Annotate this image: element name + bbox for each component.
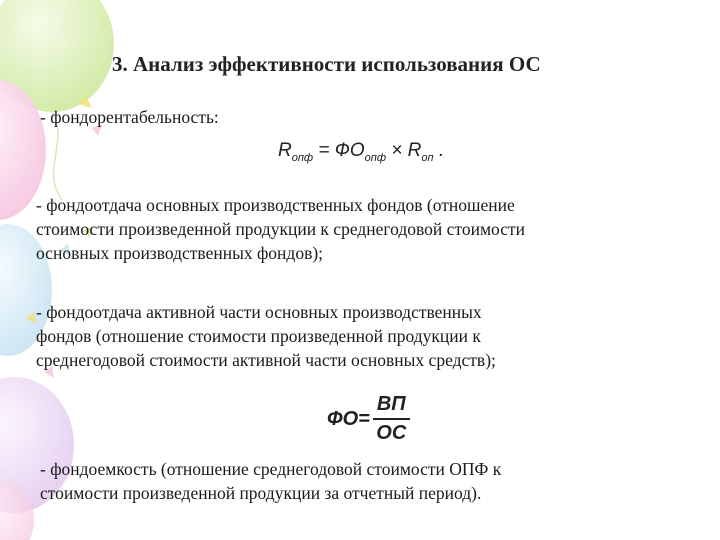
formula-lhs: R [278,140,292,161]
para-active-line2: фондов (отношение стоимости произведенной продукции к [36,326,481,346]
formula-rhs-sub: оп [421,151,434,164]
formula-times: × R [386,140,422,161]
para-active-line1: - фондоотдача активной части основных производственных [36,302,482,322]
fondootdacha-formula [327,393,410,445]
fo-denominator: ОС [376,422,407,444]
fo-lhs: ФО [327,407,359,430]
para-fondootdacha-line1: - фондоотдача основных производственных фондов (отношение [36,195,515,215]
fo-fraction [373,393,410,445]
slide-title: 3. Анализ эффективности использования ОС [112,52,541,76]
formula-tail: . [433,140,445,161]
fondorentabelnost-formula [278,140,444,164]
para-fondootdacha-line3: основных производственных фондов); [36,243,324,263]
fo-numerator: ВП [373,393,410,420]
formula-lhs-sub: опф [291,151,314,164]
para-fondoemkost-line2: стоимости произведенной продукции за отчетный период). [40,483,482,503]
formula-eq: = ФО [313,140,365,161]
formula-mid-sub: опф [364,151,387,164]
fondorentabelnost-label: - фондорентабельность: [40,107,219,127]
para-fondootdacha-line2: стоимости произведенной продукции к среднегодовой стоимости [36,219,526,239]
fo-eq: = [358,407,370,430]
para-fondoemkost-line1: - фондоемкость (отношение среднегодовой стоимости ОПФ к [40,459,502,479]
para-active-line3: среднегодовой стоимости активной части основных средств); [36,350,496,370]
